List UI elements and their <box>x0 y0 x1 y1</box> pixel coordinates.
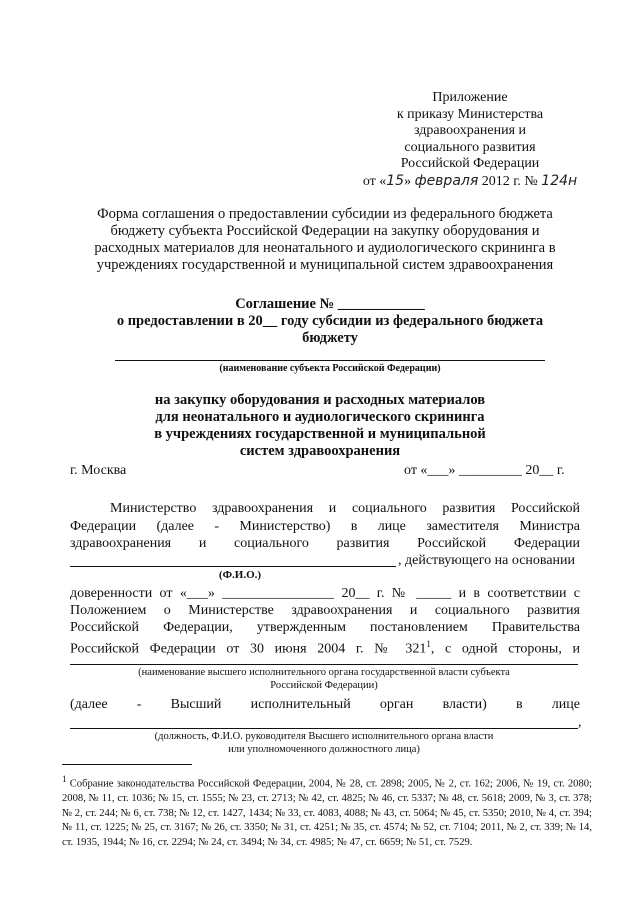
appendix-line: социального развития <box>404 139 536 155</box>
appendix-line: к приказу Министерства <box>396 106 544 122</box>
body-line: Положением о Министерстве здравоохранения и социального развития <box>70 603 580 618</box>
appendix-line: Российской Федерации <box>400 156 540 171</box>
footnote-mark: 1 <box>62 774 67 784</box>
handwritten-number: 124н <box>541 172 578 189</box>
body-line: , действующего на основании <box>398 553 576 568</box>
fio-line <box>70 566 396 567</box>
appendix-line: Приложение <box>432 90 508 105</box>
agreement-subject: на закупку оборудования и расходных материалов для неонатального и аудиологического скрининга в учреждениях государственной и муниципальной систем здравоохранения <box>154 392 486 459</box>
form-title: Форма соглашения о предоставлении субсидии из федерального бюджета бюджету субъекта Российской Федерации на закупку оборудования и расходных материалов для неонатального и аудиологического скрининга в учреждениях государственной и муниципальной систем здравоохранения <box>94 206 556 273</box>
city: г. Москва <box>70 463 127 478</box>
appendix-date: от «15» февраля 2012 г. № 124н <box>362 172 578 189</box>
appendix-line: здравоохранения и <box>413 123 527 138</box>
body-line: , <box>578 715 582 730</box>
handwritten-day: 15 <box>386 172 405 189</box>
subject-name-line <box>115 360 545 361</box>
org-caption: (наименование высшего исполнительного органа государственной власти субъекта Российской Федерации) <box>138 667 510 691</box>
body-line: доверенности от «___» ________________ 20__ г. № _____ и в соответствии с <box>70 586 580 601</box>
footnote: $^1$ Собрание законодательства Российской Федерации, 2004, № 28, ст. 2898; 2005, № 2, ст. 162; 2006, № 19, ст. 2080; 2008, № 11, ст. 1036; № 15, ст. 1555; № 23, ст. 2713; № 42, ст. 4825; № 46, ст. 5337; № 48, ст. 5618; 2009, № 3, ст. 378; № 2, ст. 244; № 6, ст. 738; № 12, ст. 1427, 1434; № 33, ст. 4083, 4088; № 43, ст. 5064; № 45, ст. 5350; 2010, № 4, ст. 394; № 11, ст. 1225; № 25, ст. 3167; № 26, ст. 3350; № 31, ст. 4251; № 35, ст. 4574; № 52, ст. 7104; 2011, № 2, ст. 339; № 14, ст. 1935, 1944; № 16, ст. 2294; № 24, ст. 3494; № 34, ст. 4985; № 47, ст. 6659; № 51, ст. 7529. <box>62 774 592 848</box>
org-name-line <box>70 664 578 665</box>
body-line: Федерации (далее - Министерство) в лице заместителя Министра <box>70 519 580 534</box>
fio-caption: (Ф.И.О.) <box>218 569 262 581</box>
agreement-date: от «___» _________ 20__ г. <box>404 463 565 478</box>
footnote-ref: 1 <box>426 639 431 649</box>
head-name-line <box>70 728 578 729</box>
subject-caption: (наименование субъекта Российской Федерации) <box>219 363 441 374</box>
agreement-heading: Соглашение № ____________ о предоставлении в 20__ году субсидии из федерального бюджета бюджету <box>116 296 544 346</box>
body-line: (далее - Высший исполнительный орган власти) в лице <box>70 697 580 712</box>
body-line: Российской Федерации от 30 июня 2004 г. № $321^1$, с одной стороны, и <box>70 639 580 657</box>
appendix-block <box>340 90 600 190</box>
body-line: Российской Федерации, утвержденным постановлением Правительства <box>70 620 580 635</box>
head-caption: (должность, Ф.И.О. руководителя Высшего исполнительного органа власти или уполномоченного должностного лица) <box>154 731 494 755</box>
footnote-separator <box>62 764 192 765</box>
body-line: здравоохранения и социального развития Российской Федерации <box>70 536 580 551</box>
body-line: Министерство здравоохранения и социального развития Российской <box>110 501 580 516</box>
handwritten-month: февраля <box>414 172 479 189</box>
